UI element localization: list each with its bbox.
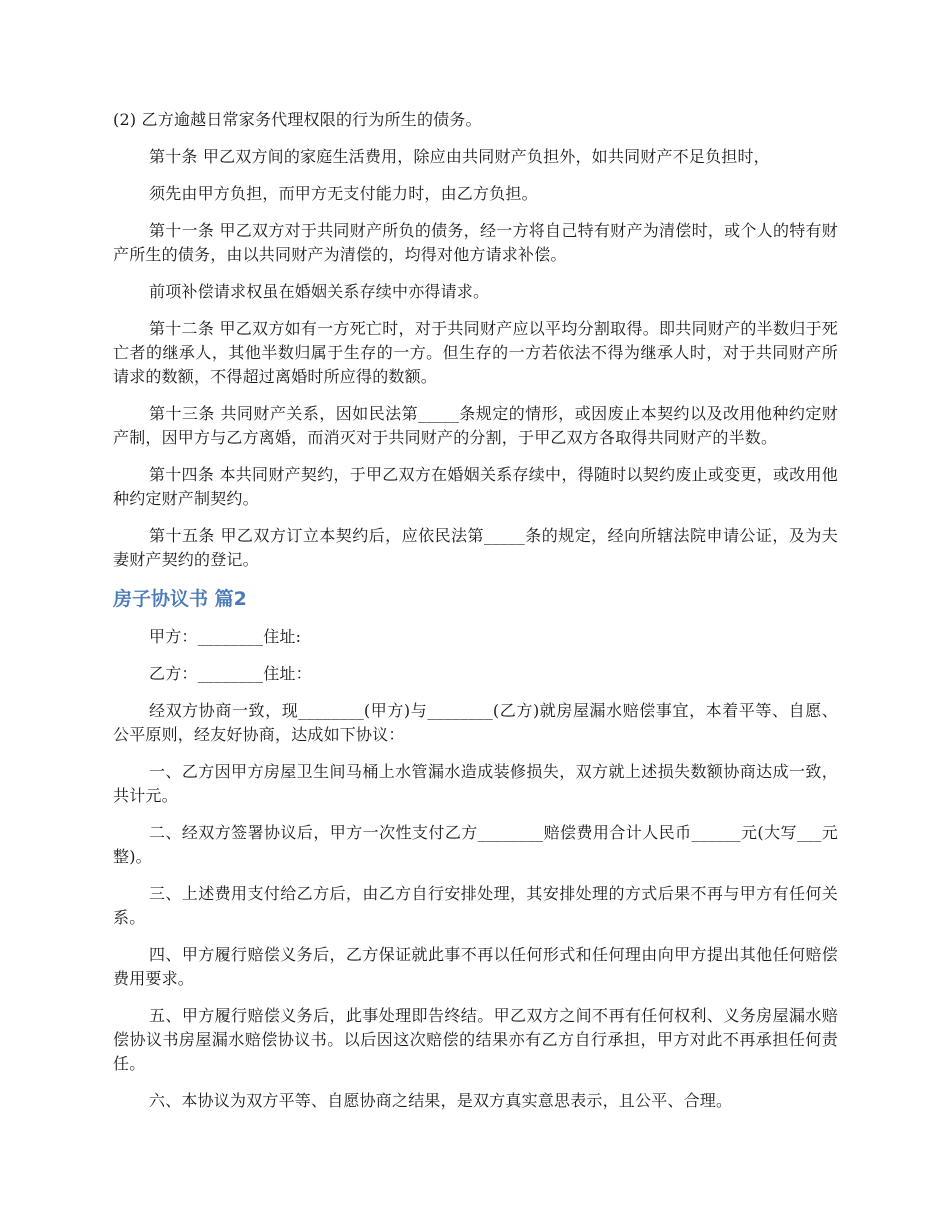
preamble-paragraph: 经双方协商一致，现________(甲方)与________(乙方)就房屋漏水赔偿事宜，本着平等、自愿、公平原则，经友好协商，达成如下协议： bbox=[113, 701, 838, 744]
article-4: 四、甲方履行赔偿义务后，乙方保证就此事不再以任何形式和任何理由向甲方提出其他任何赔偿费用要求。 bbox=[113, 945, 838, 988]
clause-10: 第十条 甲乙双方间的家庭生活费用，除应由共同财产负担外，如共同财产不足负担时， bbox=[149, 147, 770, 166]
article-1: 一、乙方因甲方房屋卫生间马桶上水管漏水造成装修损失，双方就上述损失数额协商达成一致，共计元。 bbox=[113, 762, 838, 805]
section-heading: 房子协议书 篇2 bbox=[113, 588, 247, 610]
article-3: 三、上述费用支付给乙方后，由乙方自行安排处理，其安排处理的方式后果不再与甲方有任何关系。 bbox=[113, 884, 838, 927]
clause-15: 第十五条 甲乙双方订立本契约后，应依民法第_____条的规定，经向所辖法院申请公证，及为夫妻财产契约的登记。 bbox=[113, 526, 838, 569]
article-6: 六、本协议为双方平等、自愿协商之结果，是双方真实意思表示，且公平、合理。 bbox=[149, 1091, 733, 1110]
clause-11: 第十一条 甲乙双方对于共同财产所负的债务，经一方将自己特有财产为清偿时，或个人的特有财产所生的债务，由以共同财产为清偿的，均得对他方请求补偿。 bbox=[113, 221, 838, 264]
clause-13: 第十三条 共同财产关系，因如民法第_____条规定的情形，或因废止本契约以及改用他种约定财产制，因甲方与乙方离婚，而消灭对于共同财产的分割，于甲乙双方各取得共同财产的半数。 bbox=[113, 404, 838, 447]
article-2: 二、经双方签署协议后，甲方一次性支付乙方________赔偿费用合计人民币______元(大写___元整)。 bbox=[113, 823, 838, 866]
document-page bbox=[113, 108, 838, 1126]
article-5: 五、甲方履行赔偿义务后，此事处理即告终结。甲乙双方之间不再有任何权利、义务房屋漏水赔偿协议书房屋漏水赔偿协议书。以后因这次赔偿的结果亦有乙方自行承担，甲方对此不再承担任何责任。 bbox=[113, 1006, 838, 1073]
clause-paragraph: (2) 乙方逾越日常家务代理权限的行为所生的债务。 bbox=[113, 110, 482, 129]
party-a-line: 甲方：________住址: bbox=[149, 627, 302, 646]
clause-12: 第十二条 甲乙双方如有一方死亡时，对于共同财产应以平均分割取得。即共同财产的半数归于死亡者的继承人，其他半数归属于生存的一方。但生存的一方若依法不得为继承人时，对于共同财产所请求的数额，不得超过离婚时所应得的数额。 bbox=[113, 319, 838, 386]
clause-10-continued: 须先由甲方负担，而甲方无支付能力时，由乙方负担。 bbox=[149, 184, 538, 203]
party-b-line: 乙方：________住址： bbox=[149, 664, 312, 683]
clause-14: 第十四条 本共同财产契约，于甲乙双方在婚姻关系存续中，得随时以契约废止或变更，或改用他种约定财产制契约。 bbox=[113, 465, 838, 508]
clause-11-continued: 前项补偿请求权虽在婚姻关系存续中亦得请求。 bbox=[149, 282, 490, 301]
